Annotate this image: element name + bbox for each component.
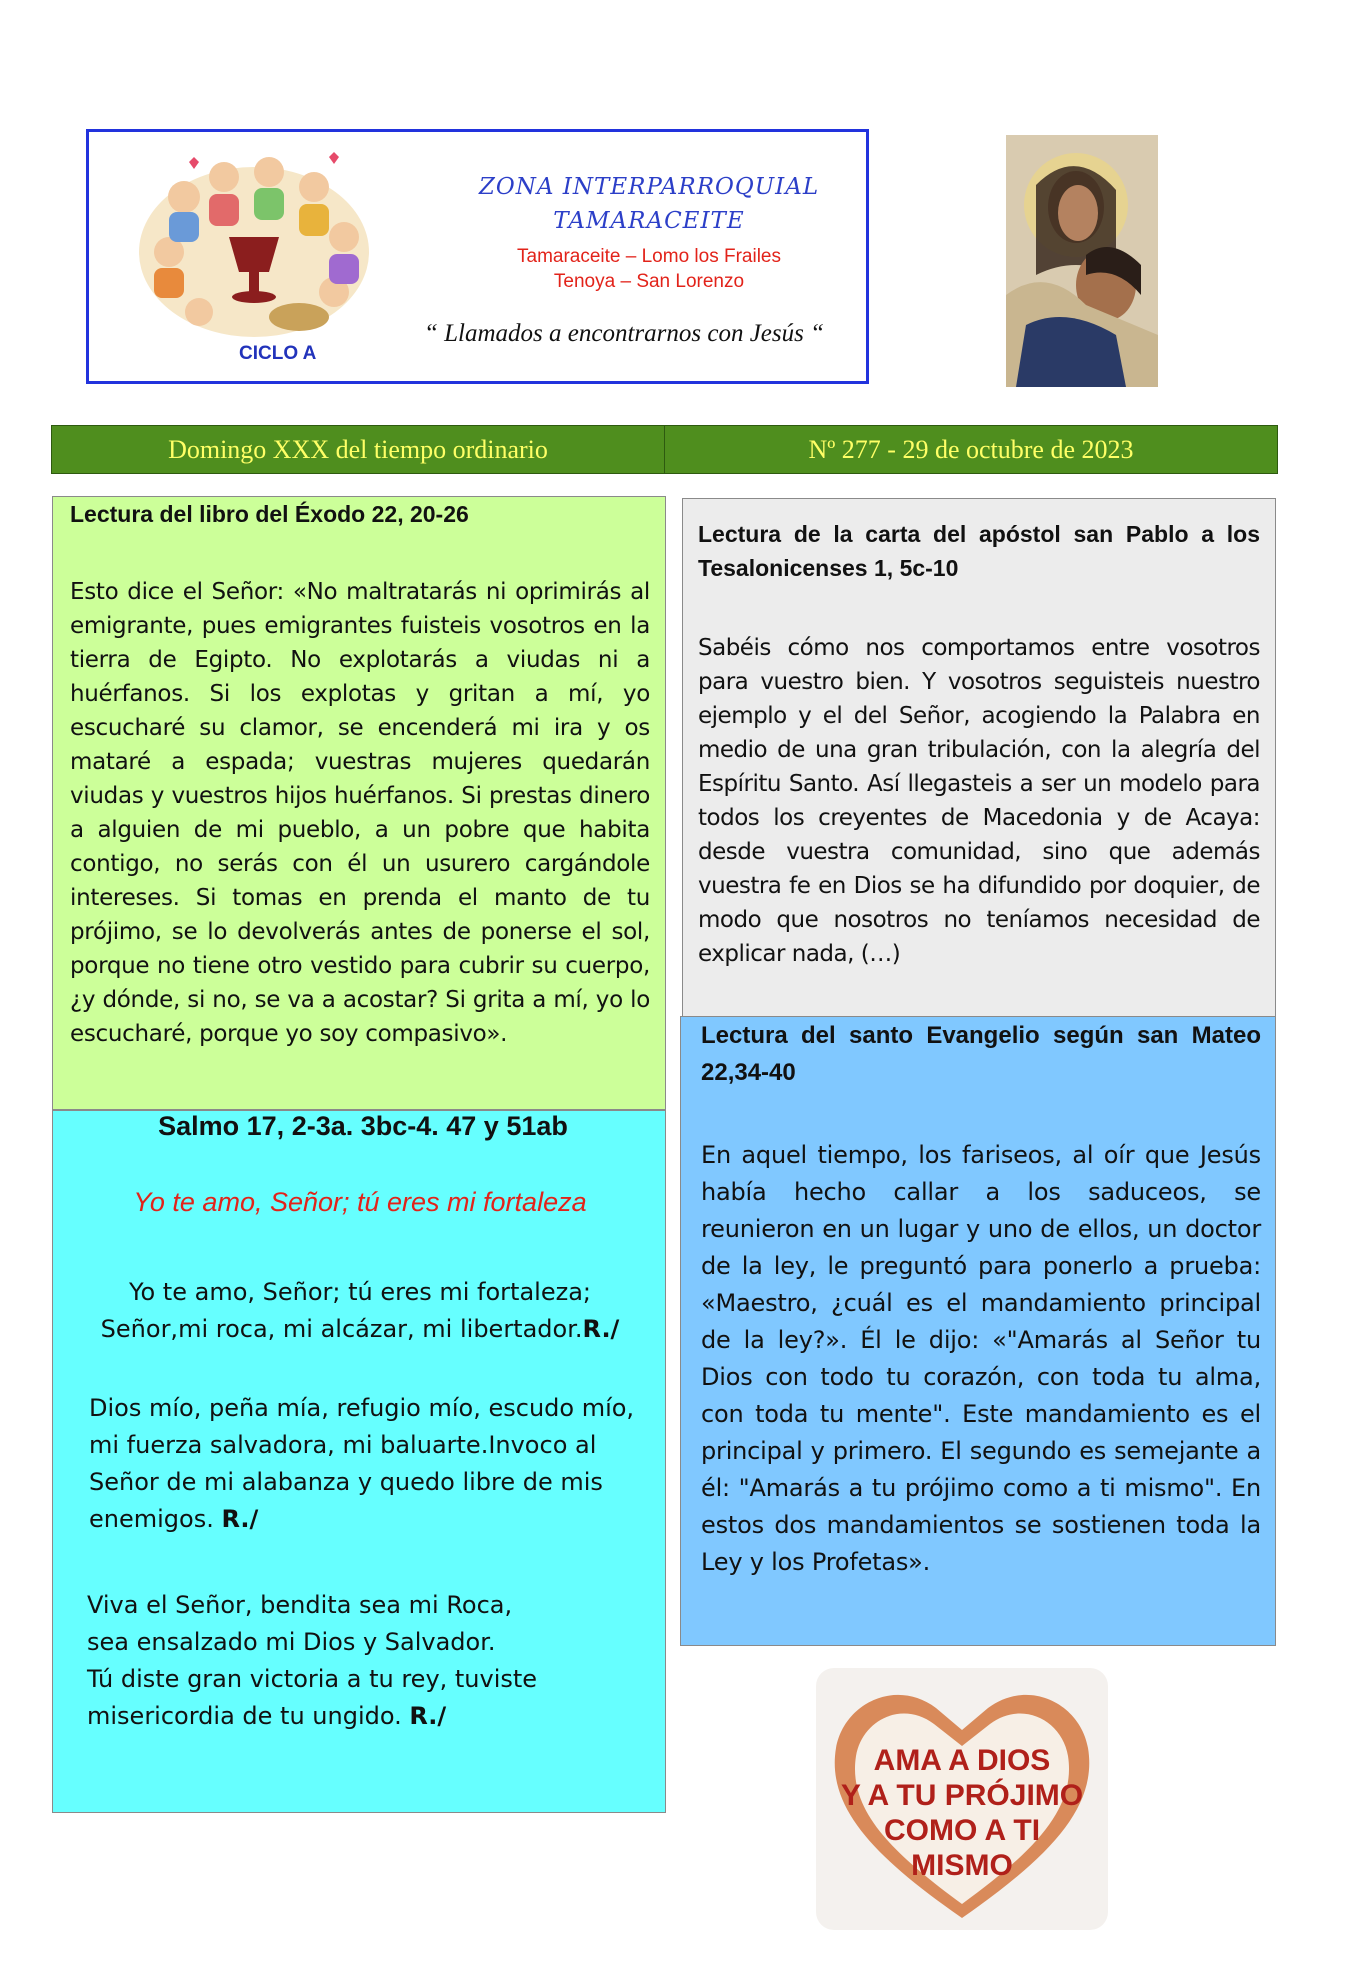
header-banner [86,129,869,384]
psalm-title: Salmo 17, 2-3a. 3bc-4. 47 y 51ab [158,1111,568,1141]
sunday-title: Domingo XXX del tiempo ordinario [51,425,665,474]
stanza-text: misericordia de tu ungido. [87,1702,410,1730]
gospel-box [680,1016,1276,1646]
first-reading-title: Lectura del libro del Éxodo 22, 20-26 [70,501,469,527]
community-illustration [129,142,379,347]
stanza-text: Dios mío, peña mía, refugio mío, escudo mío, mi fuerza salvadora, mi baluarte.Invoco al Señor de mi alabanza y quedo libre de mis enemigos. [89,1394,635,1533]
liturgical-cycle: CICLO A [239,343,317,364]
poster-line3: COMO A TI [883,1814,1041,1847]
refrain-mark: R./ [221,1505,259,1533]
psalm-box [52,1110,666,1813]
stanza-text: Señor,mi roca, mi alcázar, mi libertador. [100,1315,583,1343]
zone-title-line2: TAMARACEITE [553,208,745,234]
first-reading-body: Esto dice el Señor: «No maltratarás ni oprimirás al emigrante, pues emigrantes fuisteis vosotros en la tierra de Egipto. No explotarás a viudas ni a huérfanos. Si los explotas y gritan a mí, yo escucharé su clamor, se encenderá mi ira y os mataré a espada; vuestras mujeres quedarán viudas y vuestros hijos huérfanos. Si prestas dinero a alguien de mi pueblo, a un pobre que habita contigo, no serás con él un usurero cargándole intereses. Si tomas en prenda el manto de tu prójimo, se lo devolverás antes de ponerse el sol, porque no tiene otro vestido para cubrir su cuerpo, ¿y dónde, si no, se va a acostar? Si grita a mí, yo lo escucharé, porque yo soy compasivo». [70,579,650,1047]
stanza-line: Tú diste gran victoria a tu rey, tuviste [87,1665,538,1693]
refrain-mark: R./ [582,1315,620,1343]
gospel-body: En aquel tiempo, los fariseos, al oír que Jesús había hecho callar a los saduceos, se reunieron en un lugar y uno de ellos, un doctor de la ley, le preguntó para ponerlo a prueba: «Maestro, ¿cuál es el mandamiento principal de la ley?». Él le dijo: «"Amarás al Señor tu Dios con todo tu corazón, con toda tu alma, con toda tu mente". Este mandamiento es el principal y primero. El segundo es semejante a él: "Amarás a tu prójimo como a ti mismo". En estos dos mandamientos se sostienen toda la Ley y los Profetas». [701,1141,1261,1576]
stanza-line [53,1311,667,1348]
psalm-response: Yo te amo, Señor; tú eres mi fortaleza [133,1187,587,1217]
zone-title [439,170,859,238]
first-reading-box [52,496,666,1110]
second-reading-title: Lectura de la carta del apóstol san Pablo a los Tesalonicenses 1, 5c-10 [698,521,1260,581]
refrain-mark: R./ [409,1702,447,1730]
issue-number-date: Nº 277 - 29 de octubre de 2023 [664,425,1278,474]
jesus-embrace-image [1006,135,1158,387]
stanza-line: Yo te amo, Señor; tú eres mi fortaleza; [129,1278,591,1306]
psalm-stanza-2 [89,1390,649,1538]
psalm-stanza-1 [53,1274,667,1348]
psalm-stanza-3 [87,1587,647,1735]
parishes-line1: Tamaraceite – Lomo los Frailes [517,246,781,267]
zone-title-line1: ZONA INTERPARROQUIAL [478,174,820,200]
poster-line2: Y A TU PRÓJIMO [840,1779,1084,1812]
stanza-line [87,1698,647,1735]
second-reading-body: Sabéis cómo nos comportamos entre vosotros para vuestro bien. Y vosotros seguisteis nuestro ejemplo y el del Señor, acogiendo la Palabra en medio de una gran tribulación, con la alegría del Espíritu Santo. Así llegasteis a ser un modelo para todos los creyentes de Macedonia y de Acaya: desde vuestra comunidad, sino que además vuestra fe en Dios se ha difundido por doquier, de modo que nosotros no teníamos necesidad de explicar nada, (…) [698,635,1260,967]
parishes-line2: Tenoya – San Lorenzo [553,271,745,292]
stanza-line: Viva el Señor, bendita sea mi Roca, [87,1591,513,1619]
gospel-title: Lectura del santo Evangelio según san Mateo 22,34-40 [701,1022,1261,1086]
stanza-line: sea ensalzado mi Dios y Salvador. [87,1628,496,1656]
second-reading-box [682,498,1276,1018]
parish-list [439,244,859,294]
poster-line4: MISMO [911,1849,1013,1882]
poster-line1: AMA A DIOS [873,1744,1051,1777]
love-god-neighbor-image [816,1668,1108,1930]
motto: “ Llamados a encontrarnos con Jesús “ [423,320,824,347]
